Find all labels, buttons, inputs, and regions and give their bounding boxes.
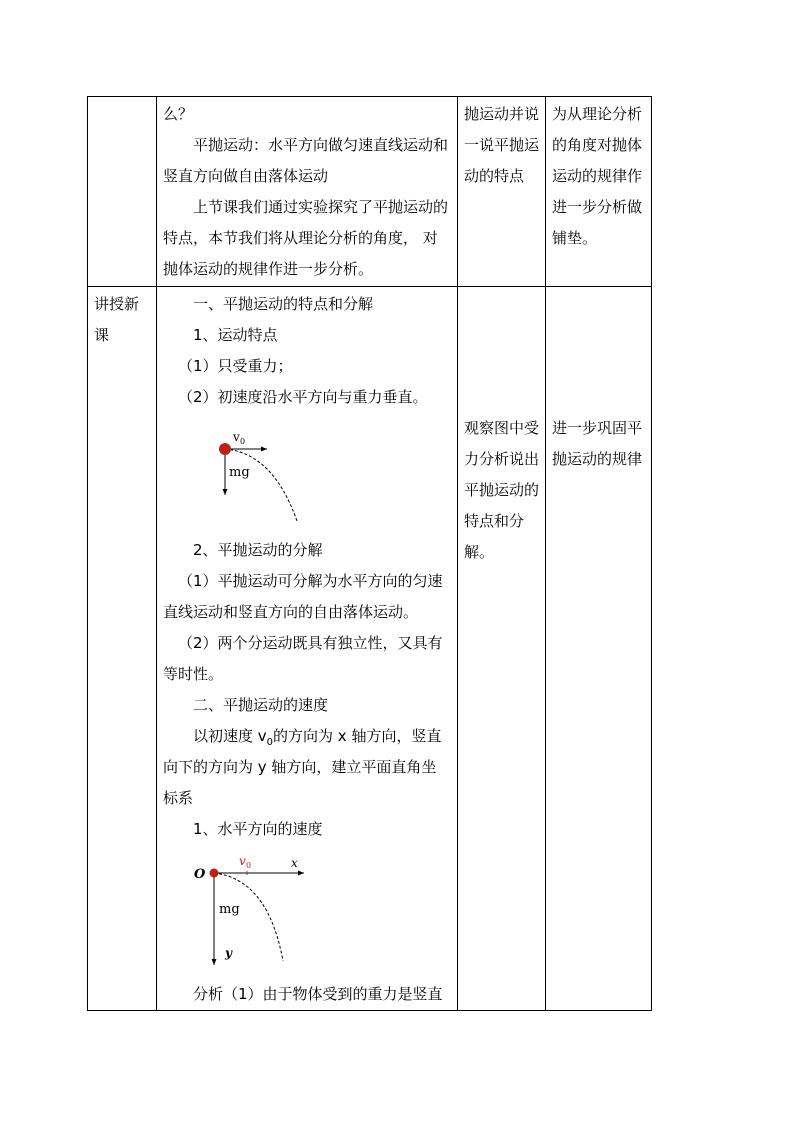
teacher-activity-cell (157, 97, 458, 287)
projectile-force-diagram (163, 421, 303, 525)
paragraph: （1）平抛运动可分解为水平方向的匀速直线运动和竖直方向的自由落体运动。 (163, 572, 443, 621)
velocity-subscript: 0 (246, 861, 252, 870)
teacher-activity-cell (157, 287, 458, 1011)
student-activity-cell: 抛运动并说一说平抛运动的特点 (458, 97, 546, 287)
table-row (88, 287, 652, 1011)
paragraph: 平抛运动：水平方向做匀速直线运动和竖直方向做自由落体运动 (163, 136, 449, 185)
subsection-heading: 2、平抛运动的分解 (193, 541, 323, 559)
table-row (88, 97, 652, 287)
subsection-heading: 1、水平方向的速度 (193, 820, 323, 838)
paragraph: （2）两个分运动既具有独立性，又具有等时性。 (163, 634, 443, 683)
design-intent-cell (546, 287, 652, 1011)
gravity-label: mg (229, 465, 250, 480)
paragraph: 观察图中受力分析说出平抛运动的特点和分解。 (464, 419, 540, 561)
subsection-heading: 1、运动特点 (193, 326, 278, 344)
stage-cell: 讲授新课 (88, 287, 157, 1011)
paragraph: 上节课我们通过实验探究了平抛运动的特点，本节我们将从理论分析的角度， 对抛体运动的规律作进一步分析。 (163, 198, 449, 278)
paragraph: 么？ (163, 105, 194, 123)
list-item: （2）初速度沿水平方向与重力垂直。 (178, 388, 428, 406)
origin-label: O (194, 867, 206, 882)
section-heading: 二、平抛运动的速度 (193, 696, 329, 714)
velocity-label: v (239, 854, 246, 868)
subscript: 0 (266, 737, 274, 748)
paragraph: 进一步巩固平抛运动的规律 (552, 419, 643, 468)
list-item: （1）只受重力； (178, 357, 293, 375)
student-activity-cell (458, 287, 546, 1011)
text-run: 以初速度 v (193, 727, 267, 745)
ball-icon (210, 869, 219, 878)
x-axis-label: x (291, 856, 298, 870)
stage-cell (88, 97, 157, 287)
paragraph (163, 721, 451, 814)
velocity-label: v (233, 430, 240, 444)
paragraph: 分析（1）由于物体受到的重力是竖直 (193, 985, 443, 1003)
lesson-plan-table (87, 96, 652, 1011)
section-heading: 一、平抛运动的特点和分解 (193, 295, 374, 313)
gravity-label: mg (219, 902, 240, 917)
velocity-subscript: 0 (240, 437, 246, 446)
ball-icon (219, 443, 231, 455)
coordinate-diagram (163, 853, 313, 969)
text-run: 的方向为 x 轴方向，竖直向下的方向为 y 轴方向，建立平面直角坐标系 (163, 727, 442, 807)
y-axis-label: y (225, 946, 232, 960)
design-intent-cell: 为从理论分析的角度对抛体运动的规律作进一步分析做铺垫。 (546, 97, 652, 287)
